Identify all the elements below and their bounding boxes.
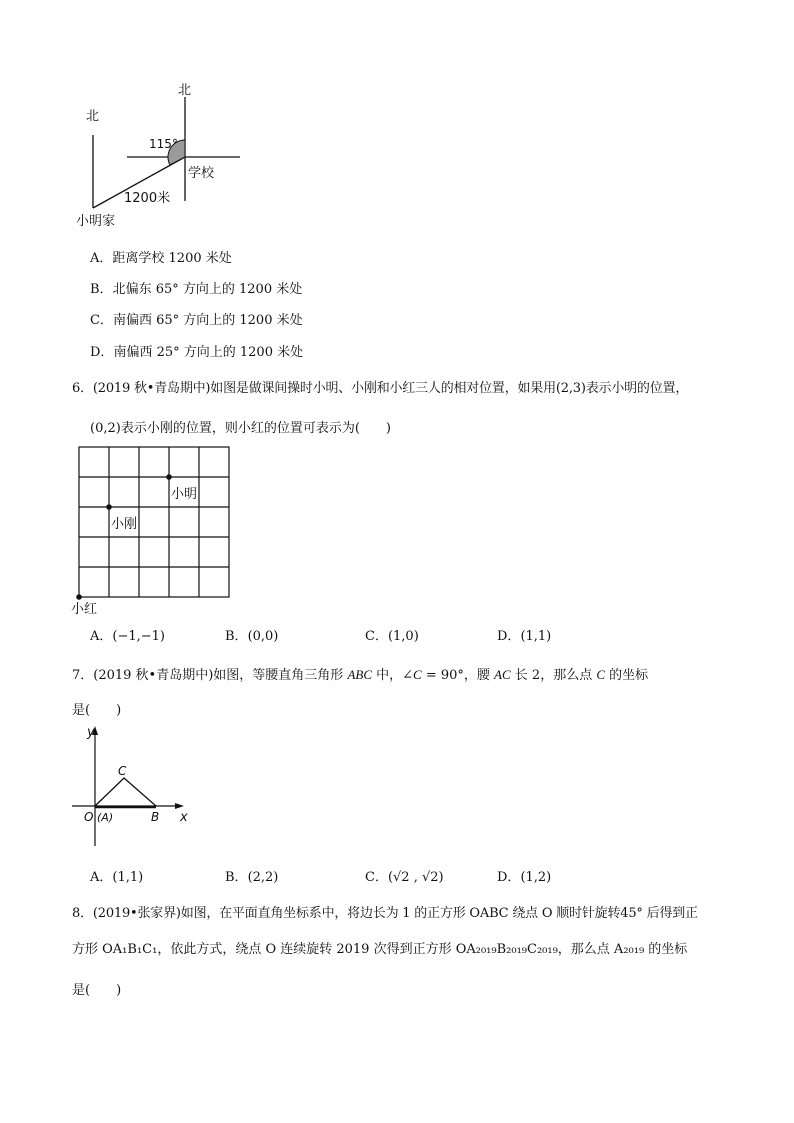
xiaogang-label: 小刚	[111, 517, 138, 532]
q7-option-c: C．(√2 , √2)	[365, 870, 444, 885]
xiaoming-point	[166, 474, 172, 480]
home-label: 小明家	[76, 214, 116, 229]
x-axis-arrow	[175, 803, 184, 809]
q6-grid-figure	[70, 440, 240, 620]
xiaohong-label: 小红	[71, 602, 98, 617]
q8-stem-line3: 是( )	[72, 983, 122, 998]
distance-label: 1200米	[124, 191, 171, 206]
q6-option-b: B．(0,0)	[225, 629, 279, 644]
school-label: 学校	[188, 166, 215, 181]
q5-option-d: D．南偏西 25° 方向上的 1200 米处	[90, 345, 304, 360]
q8-stem-line1: 8．(2019•张家界)如图，在平面直角坐标系中，将边长为 1 的正方形 OABC 绕点 O 顺时针旋转45° 后得到正	[72, 906, 698, 921]
q7-axes-figure	[68, 722, 198, 852]
compass-figure	[60, 75, 260, 235]
q8-stem-line2: 方形 OA₁B₁C₁，依此方式，绕点 O 连续旋转 2019 次得到正方形 OA₂₀₁₉B₂₀₁₉C₂₀₁₉，那么点 A₂₀₁₉ 的坐标	[72, 942, 688, 957]
xiaogang-point	[106, 504, 112, 510]
q6-stem-line2: (0,2)表示小刚的位置，则小红的位置可表示为( )	[90, 421, 391, 436]
angle-label: 115°	[149, 137, 178, 151]
q6-option-c: C．(1,0)	[365, 629, 419, 644]
q7-option-a: A．(1,1)	[90, 870, 144, 885]
xiaoming-label: 小明	[171, 487, 198, 502]
q5-option-a: A．距离学校 1200 米处	[90, 251, 232, 266]
q7-option-d: D．(1,2)	[497, 870, 552, 885]
north-label-right: 北	[178, 83, 192, 98]
c-label: C	[118, 764, 127, 778]
y-label: y	[87, 725, 95, 740]
xiaohong-point	[76, 594, 82, 600]
q5-option-b: B．北偏东 65° 方向上的 1200 米处	[90, 282, 303, 297]
q6-option-d: D．(1,1)	[497, 629, 552, 644]
b-label: B	[151, 810, 160, 824]
q7-option-b: B．(2,2)	[225, 870, 279, 885]
q5-option-c: C．南偏西 65° 方向上的 1200 米处	[90, 313, 303, 328]
q7-stem-line1: 7．(2019 秋•青岛期中)如图，等腰直角三角形 ABC 中，∠C = 90°，腰 AC 长 2，那么点 C 的坐标	[72, 667, 649, 683]
q7-stem-line2: 是( )	[72, 703, 122, 718]
o-label: O	[84, 810, 94, 824]
q6-stem-line1: 6．(2019 秋•青岛期中)如图是做课间操时小明、小刚和小红三人的相对位置，如果用(2,3)表示小明的位置，	[72, 381, 689, 396]
triangle-abc	[95, 778, 156, 806]
a-label: (A)	[97, 811, 114, 824]
north-label-left: 北	[86, 109, 100, 124]
q6-option-a: A．(−1,−1)	[90, 629, 165, 644]
x-label: x	[180, 810, 188, 825]
